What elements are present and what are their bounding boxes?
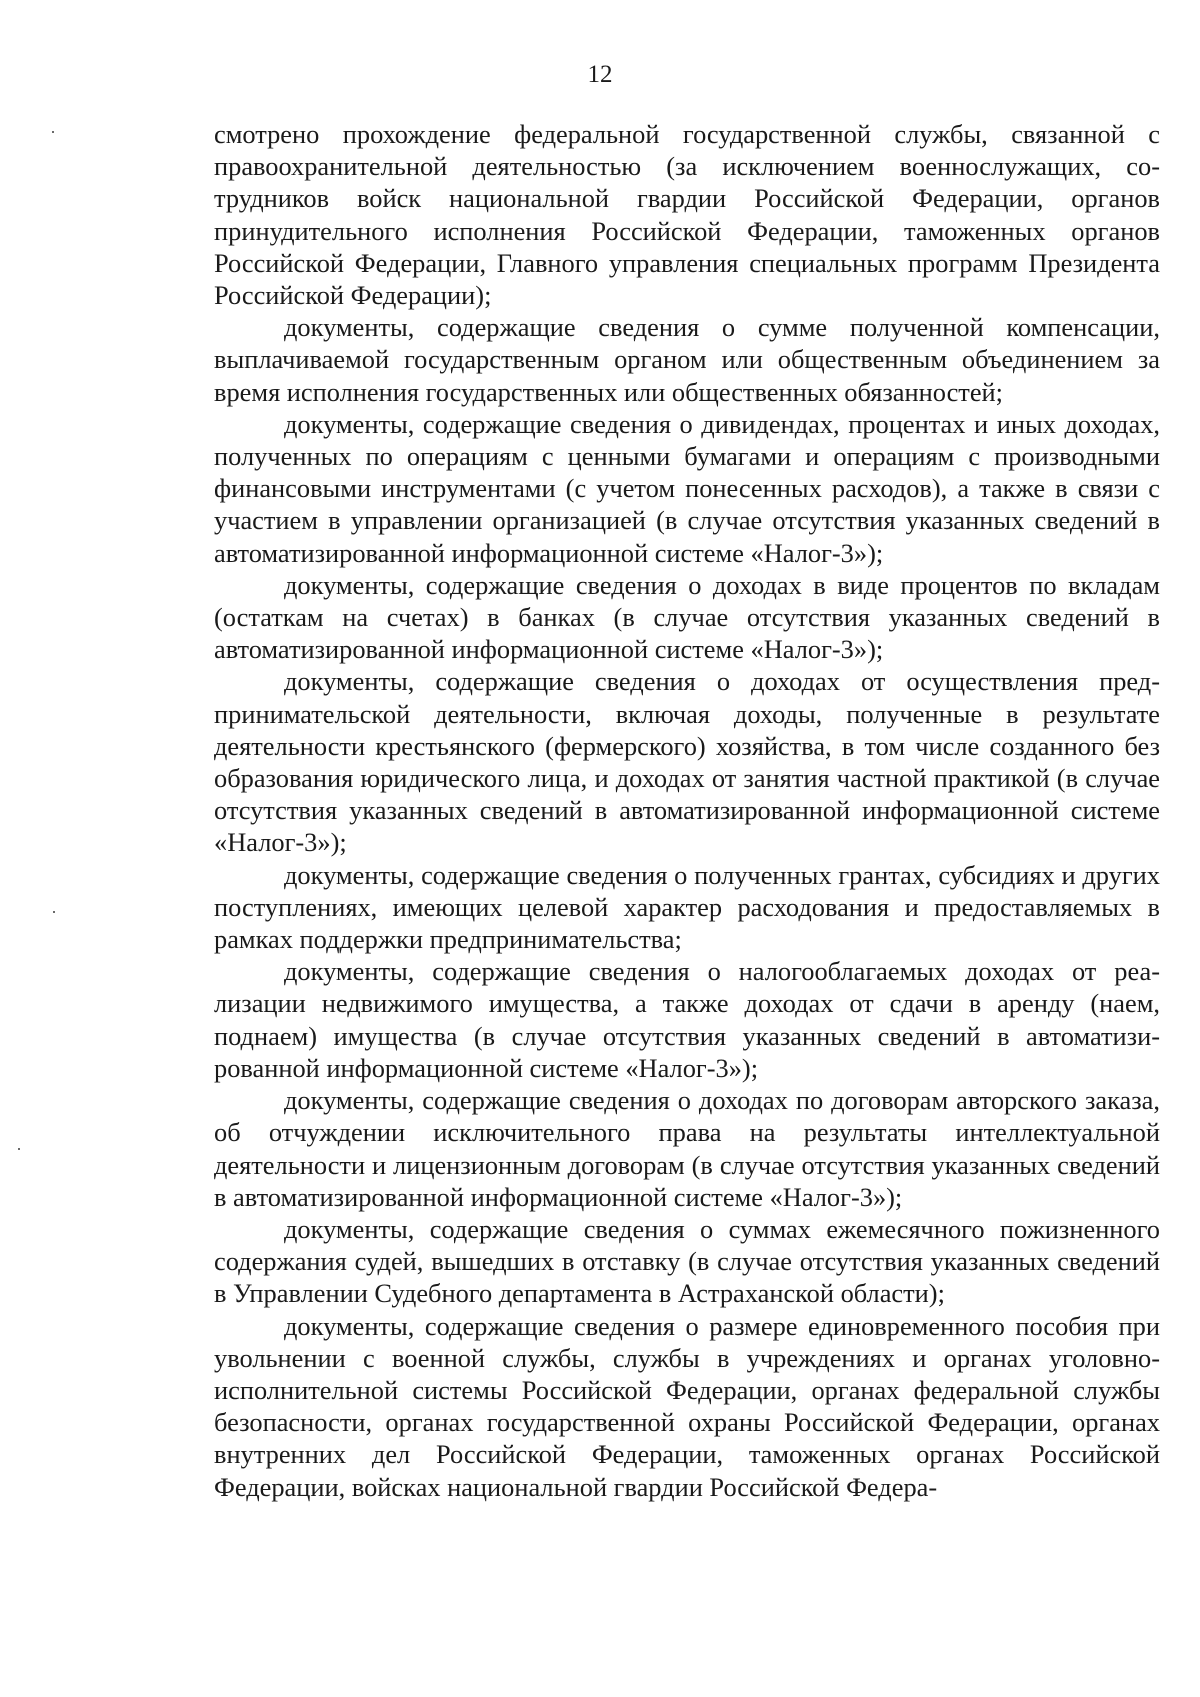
paragraph-copyright: документы, содержащие сведения о доходах по договорам авторского заказа, об отчуждении исключительного права на результаты интеллектуальной деятельности и лицензионным договорам (в случае отсутствия указанных сведений в автоматизированной информационной системе «Налог-3»); <box>214 1085 1160 1212</box>
paragraph-grants: документы, содержащие сведения о полученных грантах, субсидиях и других поступлениях, имеющих целевой характер расходования и предоставляемых в рамках поддержки предпринимательства; <box>214 859 1160 955</box>
paragraph-business-income: документы, содержащие сведения о доходах от осуществления предпринимательской деятельности, включая доходы, полученные в результате деятельности крестьянского (фермерского) хозяйства, в том числе созданного без образования юридического лица, и доходах от занятия частной практикой (в случае отсутствия указанных сведений в автоматизированной информационной системе «Налог-3»); <box>214 666 1160 858</box>
paragraph-compensation: документы, содержащие сведения о сумме полученной компенсации, выплачиваемой государственным органом или общественным объединением за время исполнения государственных или общественных обязанностей; <box>214 312 1160 407</box>
paragraph-real-estate: документы, содержащие сведения о налогооблагаемых доходах от реализации недвижимого имущества, а также доходах от сдачи в аренду (наем, поднаем) имущества (в случае отсутствия указанных сведений в автоматизированной информационной системе «Налог-3»); <box>214 956 1160 1083</box>
paragraph-continuation: смотрено прохождение федеральной государственной службы, связанной с правоохранительной деятельностью (за исключением военнослужащих, сотрудников войск национальной гвардии Российской Федерации, органов принудительного исполнения Российской Федерации, таможенных органов Российской Федерации, Главного управления специальных программ Президента Российской Федерации); <box>214 119 1160 311</box>
paragraph-judges: документы, содержащие сведения о суммах ежемесячного пожизненного содержания судей, вышедших в отставку (в случае отсутствия указанных сведений в Управлении Судебного департамента в Астраханской области); <box>214 1213 1160 1309</box>
scan-speck <box>18 1148 20 1150</box>
paragraph-dividends: документы, содержащие сведения о дивидендах, процентах и иных доходах, полученных по операциям с ценными бумагами и операциям с производными финансовыми инструментами (с учетом понесенных расходов), а также в связи с участием в управлении организацией (в случае отсутствия указанных сведений в автоматизированной информационной системе «Налог-3»); <box>214 408 1160 568</box>
paragraph-deposit-interest: документы, содержащие сведения о доходах в виде процентов по вкладам (остаткам на счетах) в банках (в случае отсутствия указанных сведений в автоматизированной информационной системе «Налог-3»); <box>214 569 1160 665</box>
paragraph-severance: документы, содержащие сведения о размере единовременного пособия при увольнении с военной службы, службы в учреждениях и органах уголовно-исполнительной системы Российской Федерации, органах федеральной службы безопасности, органах государственной охраны Российской Федерации, органах внутренних дел Российской Федерации, таможенных органах Российской Федерации, войсках национальной гвардии Российской Федера- <box>214 1310 1160 1502</box>
page-number: 12 <box>587 61 613 88</box>
scan-speck <box>52 131 54 133</box>
scan-speck <box>53 911 55 913</box>
body-text <box>214 118 1160 1503</box>
